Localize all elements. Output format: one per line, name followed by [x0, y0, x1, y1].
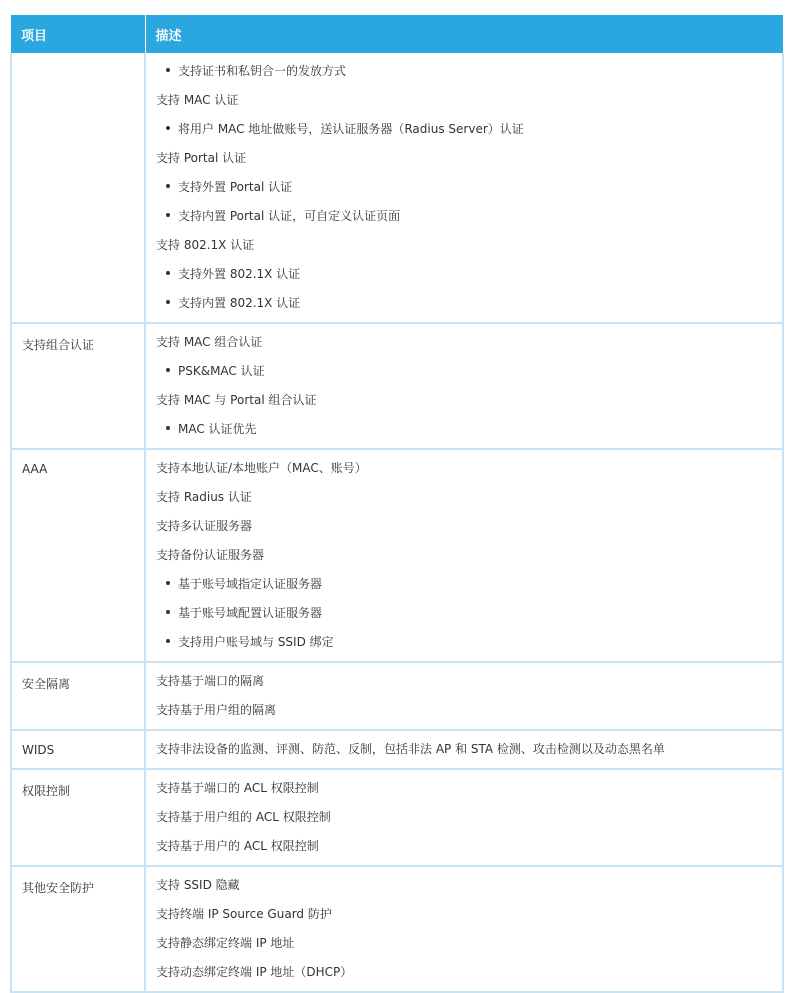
description-cell: [145, 323, 783, 449]
table-row: [11, 323, 783, 449]
description-line: [156, 328, 782, 357]
line-text: 支持基于端口的隔离: [156, 674, 265, 688]
table-row: [11, 866, 783, 992]
line-text: 支持备份认证服务器: [156, 548, 265, 562]
description-cell: [145, 662, 783, 730]
line-text: 支持 MAC 认证: [156, 93, 239, 107]
item-cell: WIDS: [11, 730, 145, 769]
header-row: [11, 15, 783, 53]
line-text: 支持 Radius 认证: [156, 490, 252, 504]
description-line: [156, 541, 782, 570]
line-text: 支持用户账号域与 SSID 绑定: [178, 635, 334, 649]
description-line: [156, 958, 782, 987]
header-item: 项目: [11, 15, 145, 53]
table-row: [11, 730, 783, 769]
bullet-item: [156, 628, 782, 657]
item-cell: 权限控制: [11, 769, 145, 866]
description-line: [156, 929, 782, 958]
description-line: [156, 803, 782, 832]
line-text: 支持基于用户组的 ACL 权限控制: [156, 810, 331, 824]
bullet-item: [156, 57, 782, 86]
line-text: 支持终端 IP Source Guard 防护: [156, 907, 332, 921]
line-text: 支持内置 Portal 认证，可自定义认证页面: [178, 209, 401, 223]
bullet-dot-icon: [166, 639, 170, 643]
bullet-dot-icon: [166, 426, 170, 430]
line-text: 支持外置 802.1X 认证: [178, 267, 301, 281]
description-cell: [145, 449, 783, 662]
item-cell: [11, 53, 145, 323]
description-line: [156, 386, 782, 415]
line-text: 支持内置 802.1X 认证: [178, 296, 301, 310]
line-text: 支持基于用户的 ACL 权限控制: [156, 839, 319, 853]
line-text: 将用户 MAC 地址做账号，送认证服务器（Radius Server）认证: [178, 122, 524, 136]
line-text: 支持静态绑定终端 IP 地址: [156, 936, 295, 950]
line-text: MAC 认证优先: [178, 422, 257, 436]
bullet-dot-icon: [166, 68, 170, 72]
table-row: [11, 53, 783, 323]
table-row: [11, 662, 783, 730]
description-cell: [145, 53, 783, 323]
line-text: 支持本地认证/本地账户（MAC、账号）: [156, 461, 367, 475]
description-line: [156, 483, 782, 512]
bullet-dot-icon: [166, 213, 170, 217]
spec-table: [10, 15, 784, 993]
line-text: 支持非法设备的监测、评测、防范、反制，包括非法 AP 和 STA 检测、攻击检测以及动态黑名单: [156, 742, 665, 756]
description-line: [156, 231, 782, 260]
table-body: [11, 53, 783, 992]
line-text: 支持基于端口的 ACL 权限控制: [156, 781, 319, 795]
description-cell: [145, 866, 783, 992]
line-text: 基于账号域指定认证服务器: [178, 577, 323, 591]
bullet-item: [156, 260, 782, 289]
bullet-dot-icon: [166, 126, 170, 130]
bullet-item: [156, 289, 782, 318]
bullet-item: [156, 173, 782, 202]
bullet-item: [156, 599, 782, 628]
bullet-item: [156, 115, 782, 144]
description-line: [156, 144, 782, 173]
line-text: PSK&MAC 认证: [178, 364, 265, 378]
bullet-dot-icon: [166, 300, 170, 304]
table-row: [11, 769, 783, 866]
line-text: 支持 SSID 隐藏: [156, 878, 240, 892]
line-text: 支持多认证服务器: [156, 519, 253, 533]
description-line: [156, 454, 782, 483]
item-cell: AAA: [11, 449, 145, 662]
description-line: [156, 900, 782, 929]
line-text: 支持基于用户组的隔离: [156, 703, 277, 717]
item-cell: 其他安全防护: [11, 866, 145, 992]
bullet-dot-icon: [166, 610, 170, 614]
header-description: 描述: [145, 15, 783, 53]
bullet-dot-icon: [166, 368, 170, 372]
line-text: 支持外置 Portal 认证: [178, 180, 293, 194]
line-text: 支持 MAC 组合认证: [156, 335, 263, 349]
line-text: 支持 MAC 与 Portal 组合认证: [156, 393, 317, 407]
bullet-item: [156, 357, 782, 386]
description-line: [156, 696, 782, 725]
line-text: 支持 Portal 认证: [156, 151, 247, 165]
description-line: [156, 667, 782, 696]
description-line: [156, 735, 782, 764]
description-line: [156, 774, 782, 803]
description-cell: [145, 769, 783, 866]
bullet-dot-icon: [166, 184, 170, 188]
bullet-item: [156, 202, 782, 231]
line-text: 支持 802.1X 认证: [156, 238, 255, 252]
line-text: 支持动态绑定终端 IP 地址（DHCP）: [156, 965, 353, 979]
bullet-dot-icon: [166, 581, 170, 585]
line-text: 基于账号域配置认证服务器: [178, 606, 323, 620]
description-line: [156, 832, 782, 861]
bullet-item: [156, 570, 782, 599]
description-line: [156, 86, 782, 115]
description-line: [156, 871, 782, 900]
line-text: 支持证书和私钥合一的发放方式: [178, 64, 347, 78]
description-cell: [145, 730, 783, 769]
description-line: [156, 512, 782, 541]
bullet-dot-icon: [166, 271, 170, 275]
table-header: [11, 15, 783, 53]
bullet-item: [156, 415, 782, 444]
item-cell: 支持组合认证: [11, 323, 145, 449]
table-row: [11, 449, 783, 662]
item-cell: 安全隔离: [11, 662, 145, 730]
